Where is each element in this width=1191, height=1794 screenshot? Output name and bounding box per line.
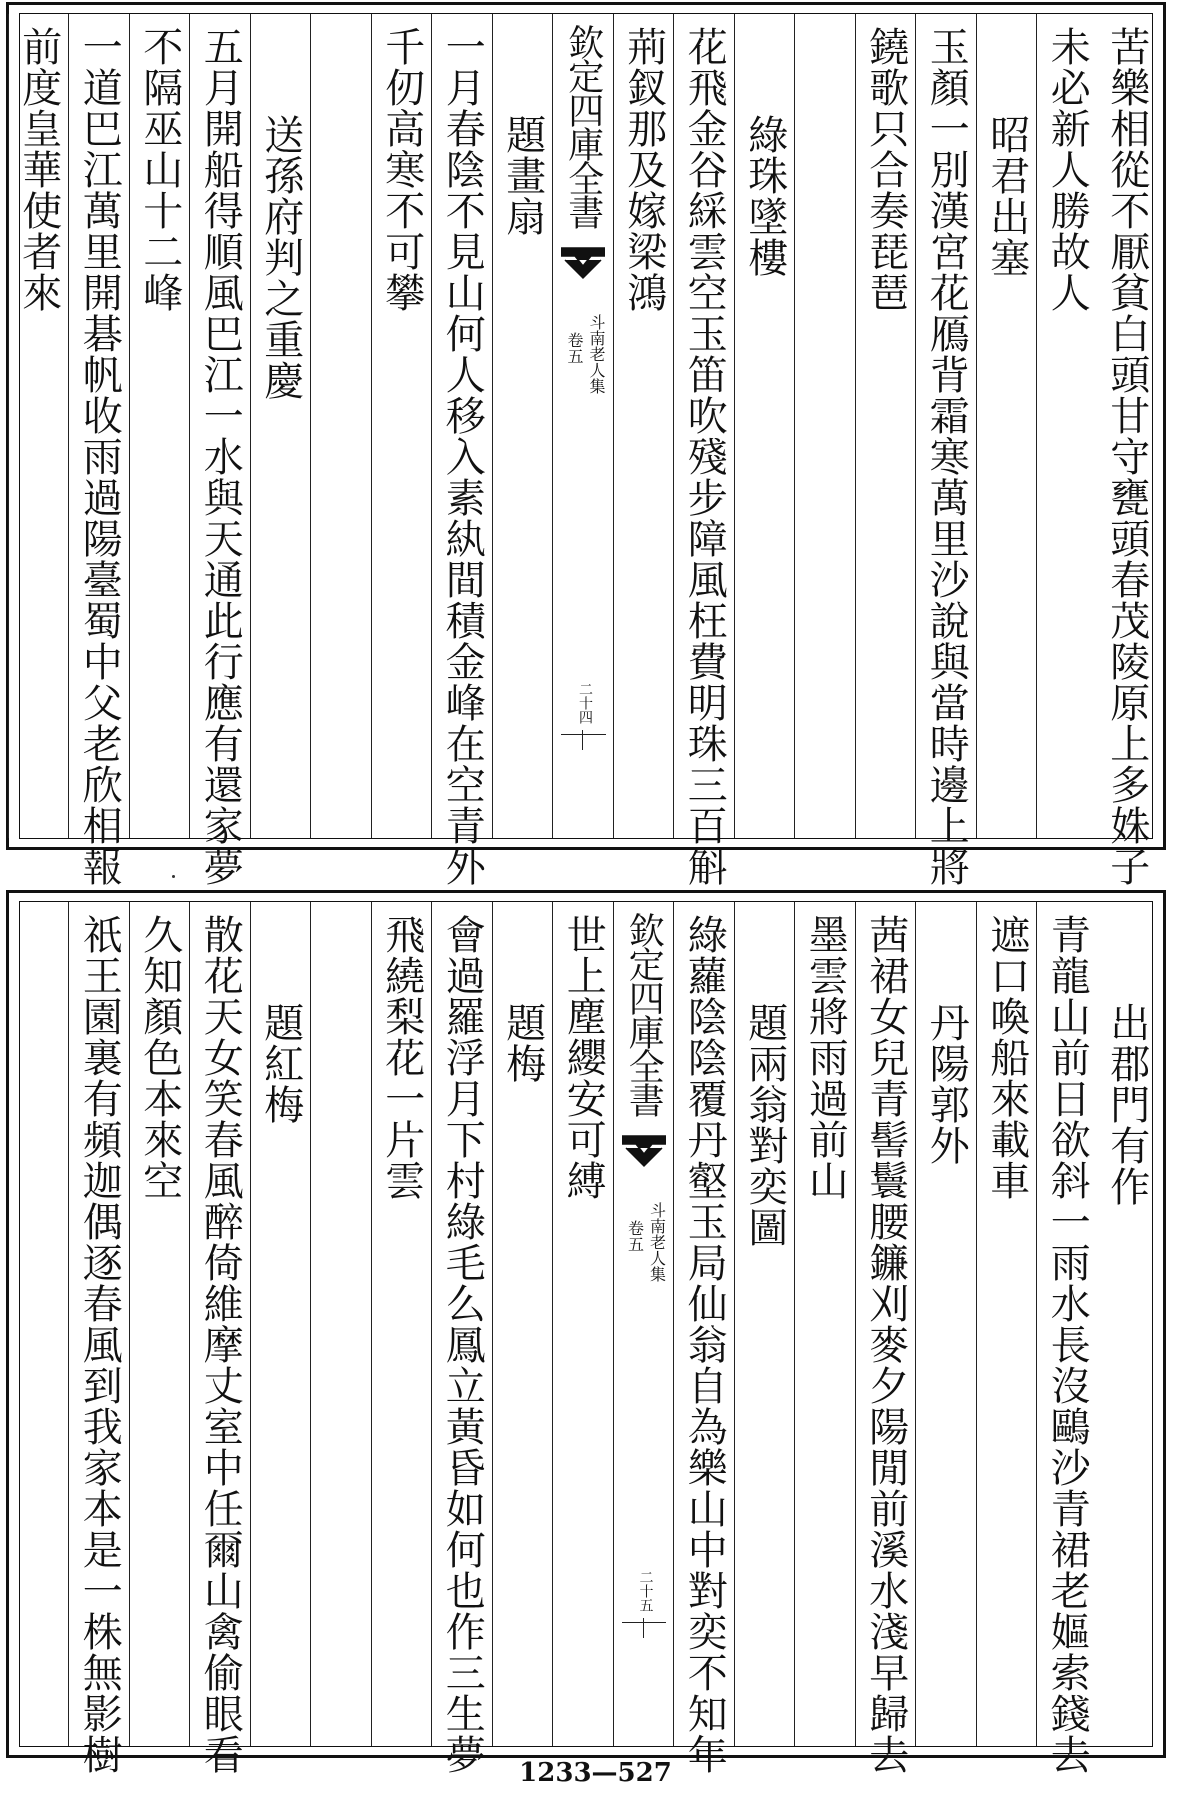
column-text: 綠蘿陰陰覆丹壑玉局仙翁自為樂山中對奕不知年 <box>681 914 728 1775</box>
column-text: 世上塵纓安可縛 <box>560 914 607 1201</box>
text-column <box>68 902 130 1775</box>
text-column <box>673 902 735 1775</box>
column-text: 綠珠墜樓 <box>741 114 788 278</box>
fishtail-mark-icon <box>622 1134 666 1168</box>
column-text: 鐃歌只合奏琵琶 <box>862 26 909 313</box>
band-volume: 卷五 <box>625 1220 645 1252</box>
column-text: 題畫扇 <box>499 114 546 237</box>
column-text: 未必新人勝故人 <box>1044 26 1091 313</box>
column-text: 題兩翁對奕圖 <box>741 1002 788 1248</box>
text-column <box>8 14 70 838</box>
column-text: 出郡門有作 <box>1103 1002 1150 1207</box>
page-number-footer: 1233—527 <box>519 1758 672 1788</box>
band-title: 欽定四庫全書 <box>623 912 665 1116</box>
band-folio-number: 二十四 <box>577 682 593 724</box>
center-band <box>552 14 614 838</box>
text-column <box>794 902 856 1746</box>
column-text: 題梅 <box>499 1002 546 1084</box>
text-column <box>371 14 433 838</box>
text-column <box>915 14 977 887</box>
column-text: 前度皇華使者來 <box>15 26 62 313</box>
column-text: 送孫府判之重慶 <box>257 114 304 401</box>
text-column <box>250 902 312 1746</box>
text-column <box>129 14 191 838</box>
column-text: 會過羅浮月下村綠毛么鳳立黃昏如何也作三生夢 <box>439 914 486 1775</box>
text-column <box>68 14 130 887</box>
ink-speck <box>172 875 175 878</box>
text-column <box>129 902 191 1746</box>
text-column <box>431 902 493 1775</box>
text-column <box>371 902 433 1746</box>
text-column <box>855 902 917 1775</box>
column-text: 玉顏一別漢宮花鴈背霜寒萬里沙說與當時邊上將 <box>923 26 970 887</box>
column-text: 墨雲將雨過前山 <box>802 914 849 1201</box>
band-book-title: 斗南老人集 <box>587 314 606 394</box>
column-text: 一道巴江萬里開碁帆收雨過陽臺蜀中父老欣相報 <box>76 26 123 887</box>
text-column <box>734 902 796 1746</box>
text-column <box>1097 14 1158 887</box>
text-column <box>310 902 372 1746</box>
column-text: 苦樂相從不厭貧白頭甘守甕頭春茂陵原上多姝子 <box>1103 26 1150 887</box>
column-text: 五月開船得順風巴江一水與天通此行應有還家夢 <box>197 26 244 887</box>
fishtail-mark-icon <box>561 246 605 280</box>
band-rule <box>643 1618 644 1638</box>
text-column <box>1097 902 1158 1746</box>
column-text: 一月春陰不見山何人移入素紈間積金峰在空青外 <box>439 26 486 887</box>
column-text: 散花天女笑春風醉倚維摩丈室中任爾山禽偷眼看 <box>197 914 244 1775</box>
band-rule <box>582 730 583 750</box>
column-text: 荊釵那及嫁梁鴻 <box>620 26 667 313</box>
column-text: 千仞高寒不可攀 <box>378 26 425 313</box>
text-column <box>734 14 796 838</box>
column-text: 昭君出塞 <box>983 114 1030 278</box>
top-page <box>6 2 1166 887</box>
column-text: 祇王園裏有頻迦偶逐春風到我家本是一株無影樹 <box>76 914 123 1775</box>
text-column <box>492 902 554 1746</box>
center-band <box>613 902 675 1746</box>
column-text: 飛繞梨花一片雲 <box>378 914 425 1201</box>
column-text: 題紅梅 <box>257 1002 304 1125</box>
text-column <box>915 902 977 1746</box>
text-column <box>189 14 251 887</box>
text-column <box>976 902 1038 1746</box>
column-text: 青龍山前日欲斜一雨水長沒鷗沙青裙老嫗索錢去 <box>1044 914 1091 1775</box>
top-page-frame <box>15 13 1153 887</box>
text-column <box>431 14 493 887</box>
text-column <box>794 14 856 838</box>
text-column <box>855 14 917 838</box>
text-column <box>250 14 312 838</box>
text-column <box>1036 14 1098 838</box>
text-column <box>552 902 614 1746</box>
band-rule <box>622 1622 667 1623</box>
text-column <box>310 14 372 838</box>
column-text: 茜裙女兒青髻鬟腰鐮刈麥夕陽閒前溪水淺早歸去 <box>862 914 909 1775</box>
band-book-title: 斗南老人集 <box>647 1202 667 1282</box>
band-title: 欽定四庫全書 <box>562 24 604 228</box>
band-rule <box>561 734 606 735</box>
column-text: 丹陽郭外 <box>923 1002 970 1166</box>
band-volume: 卷五 <box>565 332 584 364</box>
column-text: 不隔巫山十二峰 <box>136 26 183 313</box>
band-folio-number: 二十五 <box>637 1570 654 1612</box>
text-column <box>976 14 1038 838</box>
column-text: 遮口喚船來載車 <box>983 914 1030 1201</box>
text-column <box>613 14 675 838</box>
text-column <box>673 14 735 887</box>
column-text: 久知顏色本來空 <box>136 914 183 1201</box>
text-column <box>492 14 554 838</box>
text-column <box>1036 902 1098 1775</box>
column-text: 花飛金谷綵雲空玉笛吹殘步障風枉費明珠三百斛 <box>681 26 728 887</box>
text-column <box>189 902 251 1775</box>
